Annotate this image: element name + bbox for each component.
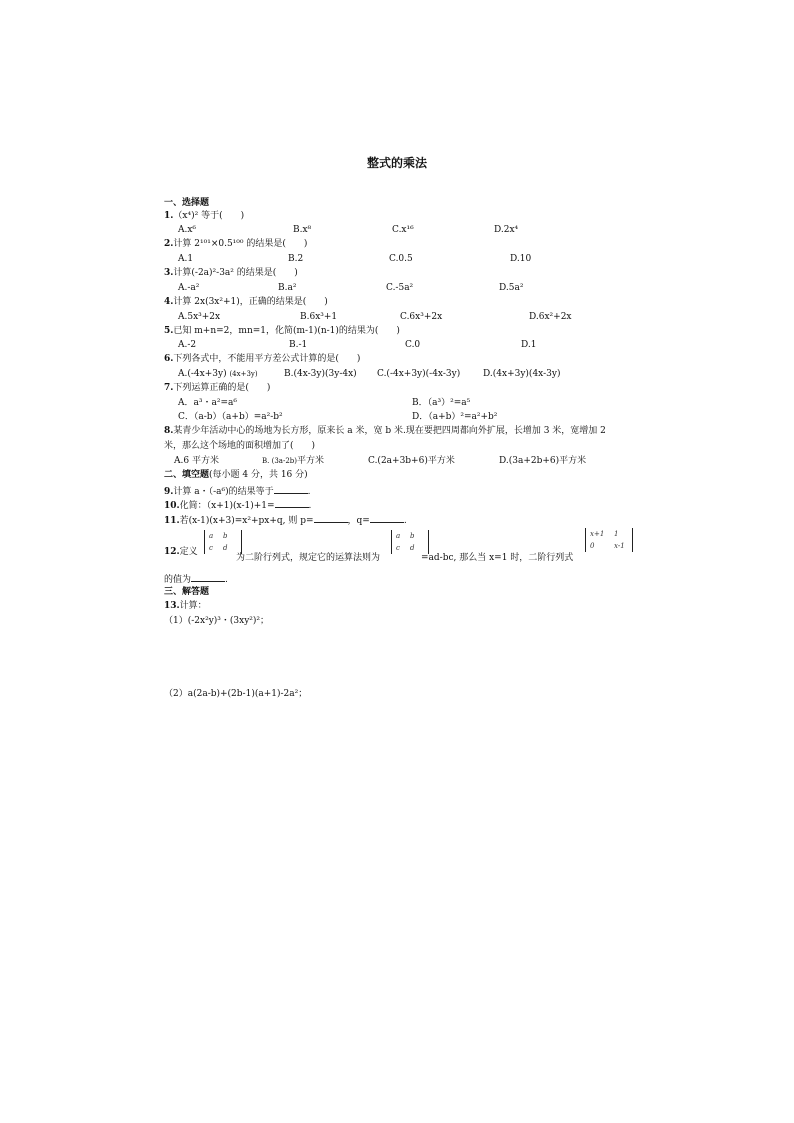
q7-option-c: C．（a-b）（a+b）=a²-b² [178, 412, 283, 422]
question-12-condition-text: =ad-bc, 那么当 x=1 时，二阶行列式 [421, 553, 574, 563]
question-13: 13.计算： [164, 601, 207, 611]
question-7: 7.下列运算正确的是( ) [164, 383, 271, 393]
answer-blank[interactable] [274, 485, 308, 494]
question-9: 9.计算 a・（-a⁶)的结果等于 . [164, 487, 311, 497]
question-13-part-1: （1）(-2x²y)³・(3xy²)²； [164, 616, 270, 626]
q2-option-a: A.1 [178, 254, 194, 264]
question-12-rule-text: 为二阶行列式，规定它的运算法则为 [236, 553, 381, 563]
question-8-line-2: 米，那么这个场地的面积增加了( ) [164, 441, 316, 451]
q4-option-c: C.6x³+2x [400, 312, 443, 322]
q8-option-d: D.(3a+2b+6)平方米 [499, 456, 587, 466]
q3-option-d: D.5a² [499, 283, 524, 293]
question-12: 12.定义 [164, 547, 198, 557]
q5-option-d: D.1 [521, 340, 537, 350]
q2-option-c: C.0.5 [389, 254, 413, 264]
question-5: 5.已知 m+n=2，mn=1，化简(m-1)(n-1)的结果为( ) [164, 326, 400, 336]
determinant-given: x+1 1 0 x-1 [585, 528, 633, 552]
q1-option-d: D.2x⁴ [494, 225, 519, 235]
answer-blank[interactable] [191, 573, 225, 582]
q6-option-a: A.(-4x+3y) (4x+3y) [178, 369, 258, 379]
q3-option-a: A.-a² [178, 283, 200, 293]
page-title: 整式的乘法 [366, 156, 427, 170]
determinant-definition: a b c d [204, 530, 242, 554]
q4-option-a: A.5x³+2x [178, 312, 221, 322]
answer-blank-q[interactable] [370, 514, 404, 523]
q4-option-d: D.6x²+2x [529, 312, 572, 322]
q5-option-b: B.-1 [289, 340, 308, 350]
question-8-line-1: 8.某青少年活动中心的场地为长方形，原来长 a 米，宽 b 米.现在要把四周都向外扩展，长增加 3 米，宽增加 2 [164, 426, 606, 436]
q3-option-b: B.a² [278, 283, 297, 293]
question-13-part-2: （2）a(2a-b)+(2b-1)(a+1)-2a²； [164, 689, 308, 699]
q1-option-a: A.x⁶ [178, 225, 197, 235]
question-4: 4.计算 2x(3x²+1)，正确的结果是( ) [164, 297, 328, 307]
determinant-rule: a b c d [391, 530, 429, 554]
q5-option-c: C.0 [405, 340, 421, 350]
q8-option-a: A.6 平方米 [174, 456, 219, 466]
q3-option-c: C.-5a² [386, 283, 414, 293]
answer-blank[interactable] [275, 499, 309, 508]
q6-option-c: C.(-4x+3y)(-4x-3y) [377, 369, 461, 379]
question-10: 10.化简：（x+1)(x-1)+1= . [164, 501, 312, 511]
q2-option-d: D.10 [510, 254, 532, 264]
q8-option-c: C.(2a+3b+6)平方米 [368, 456, 455, 466]
q1-option-b: B.x⁸ [293, 225, 312, 235]
question-2: 2.计算 2¹⁰¹×0.5¹⁰⁰ 的结果是( ) [164, 239, 308, 249]
question-6: 6.下列各式中，不能用平方差公式计算的是( ) [164, 354, 361, 364]
q8-option-b: B. (3a-2b)平方米 [262, 456, 324, 466]
section-heading-solve: 三、解答题 [164, 587, 210, 597]
question-11: 11.若(x-1)(x+3)=x²+px+q, 则 p= ，q= . [164, 516, 407, 526]
question-1: 1.（x⁴)² 等于( ) [164, 211, 245, 221]
q7-option-d: D．（a+b）²=a²+b² [412, 412, 498, 422]
q7-option-b: B．（a³）²=a⁵ [412, 398, 471, 408]
question-3: 3.计算(-2a)²-3a² 的结果是( ) [164, 268, 298, 278]
q7-option-a: A．a³・a²=a⁶ [178, 398, 237, 408]
section-heading-fill: 二、填空题(每小题 4 分，共 16 分) [164, 470, 308, 480]
q5-option-a: A.-2 [178, 340, 197, 350]
section-heading-choice: 一、选择题 [164, 198, 210, 208]
q4-option-b: B.6x³+1 [300, 312, 338, 322]
q2-option-b: B.2 [288, 254, 304, 264]
q1-option-c: C.x¹⁶ [392, 225, 414, 235]
q6-option-b: B.(4x-3y)(3y-4x) [284, 369, 357, 379]
answer-blank-p[interactable] [314, 514, 348, 523]
q6-option-d: D.(4x+3y)(4x-3y) [483, 369, 561, 379]
question-12-line-2: 的值为 . [164, 575, 228, 585]
